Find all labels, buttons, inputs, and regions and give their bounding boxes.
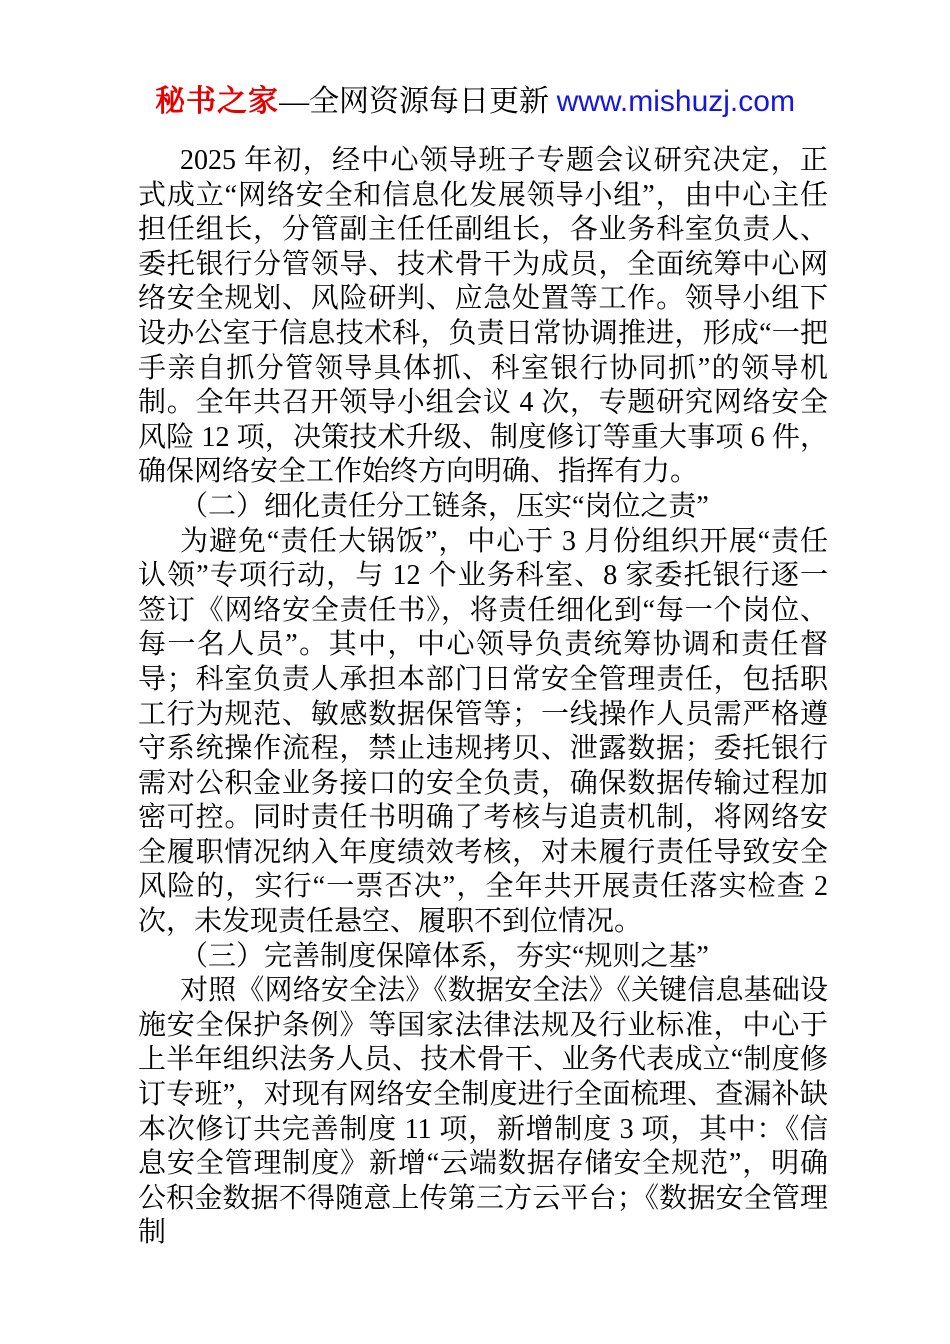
document-body <box>138 144 828 1251</box>
site-header <box>0 0 950 120</box>
section-heading-3: （三）完善制度保障体系，夯实“规则之基” <box>180 940 709 972</box>
paragraph-leadership-group: 2025 年初，经中心领导班子专题会议研究决定，正式成立“网络安全和信息化发展领导小组”，由中心主任担任组长，分管副主任任副组长，各业务科室负责人、委托银行分管领导、技术骨干为成员，全面统筹中心网络安全规划、风险研判、应急处置等工作。领导小组下设办公室于信息技术科，负责日常协调推进，形成“一把手亲自抓分管领导具体抓、科室银行协同抓”的领导机制。全年共召开领导小组会议 4 次，专题研究网络安全风险 12 项，决策技术升级、制度修订等重大事项 6 件，确保网络安全工作始终方向明确、指挥有力。 <box>138 145 828 488</box>
paragraph-responsibility: 为避免“责任大锅饭”，中心于 3 月份组织开展“责任认领”专项行动，与 12 个业务科室、8 家委托银行逐一签订《网络安全责任书》，将责任细化到“每一个岗位、每一名人员”。其中，中心领导负责统筹协调和责任督导；科室负责人承担本部门日常安全管理责任，包括职工行为规范、敏感数据保管等；一线操作人员需严格遵守系统操作流程，禁止违规拷贝、泄露数据；委托银行需对公积金业务接口的安全负责，确保数据传输过程加密可控。同时责任书明确了考核与追责机制，将网络安全履职情况纳入年度绩效考核，对未履行责任导致安全风险的，实行“一票否决”，全年共开展责任落实检查 2 次，未发现责任悬空、履职不到位情况。 <box>138 525 828 938</box>
site-brand-text: 秘书之家 <box>155 85 280 118</box>
section-heading-2: （二）细化责任分工链条，压实“岗位之责” <box>180 490 709 522</box>
site-tagline-text: —全网资源每日更新 <box>279 85 557 118</box>
site-url-link[interactable]: www.mishuzj.com <box>556 85 795 118</box>
paragraph-regulations: 对照《网络安全法》《数据安全法》《关键信息基础设施安全保护条例》等国家法律法规及行业标准，中心于上半年组织法务人员、技术骨干、业务代表成立“制度修订专班”，对现有网络安全制度进行全面梳理、查漏补缺本次修订共完善制度 11 项，新增制度 3 项，其中：《信息安全管理制度》新增“云端数据存储安全规范”，明确公积金数据不得随意上传第三方云平台；《数据安全管理制 <box>138 975 828 1249</box>
